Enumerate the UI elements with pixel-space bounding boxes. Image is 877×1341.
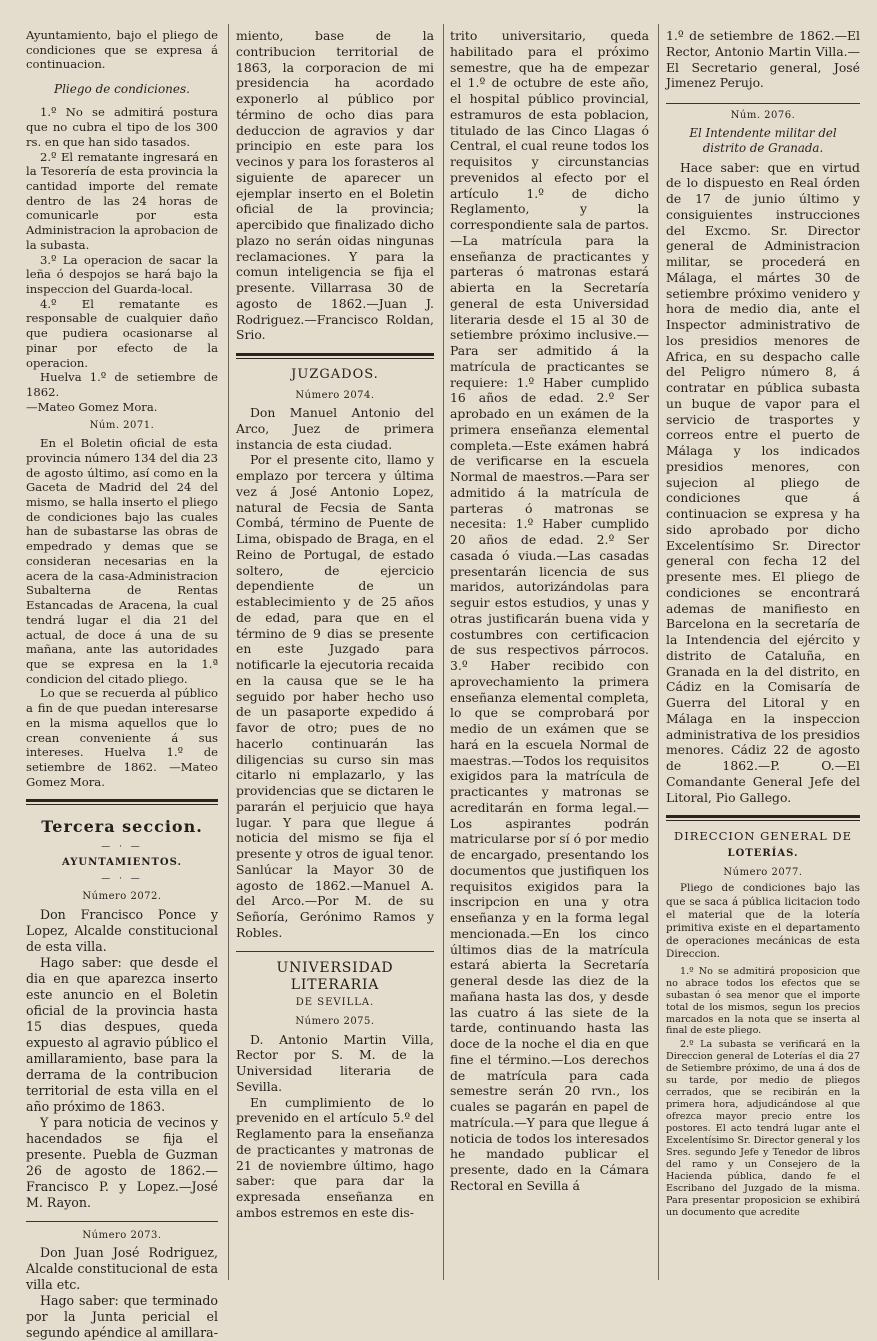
condition-item: 4.º El rematante es responsable de cualquier daño que pudiera ocasionarse al pinar por efecto de la operacion. [26, 296, 218, 370]
notice-number: Número 2075. [295, 1015, 375, 1027]
notice-number: Número 2073. [82, 1229, 162, 1241]
subsection-title: AYUNTAMIENTOS. [62, 857, 182, 869]
rule [236, 951, 434, 952]
notice-body: miento, base de la contribucion territorial de 1863, la corporacion de mi presidencia ha acordado exponerlo al público por término de ocho dias para deduccion de agravios y dar principio en este para los vecinos y para los forasteros al siguiente de aparecer un ejemplar inserto en el Boletin oficial de la provincia; apercibido que finalizado dicho plazo no serán oidas ningunas reclamaciones. Y para la comun inteligencia se fija el presente. Villarrasa 30 de agosto de 1862.—Juan J. Rodriguez.—Francisco Roldan, Srio. [236, 28, 434, 343]
rule [26, 1221, 218, 1222]
date-line: Huelva 1.º de setiembre de 1862. [26, 370, 218, 400]
signature: —Mateo Gomez Mora. [26, 399, 158, 414]
notice-heading: Don Francisco Ponce y Lopez, Alcalde constitucional de esta villa. [26, 906, 218, 954]
notice-body: 1.º de setiembre de 1862.—El Rector, Antonio Martin Villa.—El Secretario general, José Jimenez Perujo. [666, 28, 860, 91]
notice-body: En cumplimiento de lo prevenido en el artículo 5.º del Reglamento para la enseñanza de practicantes y matronas de 21 de noviembre último, hago saber: que para dar la expresada enseñanza en ambos estremos en este dis- [236, 1094, 434, 1220]
section-rule [666, 815, 860, 821]
section-rule [26, 799, 218, 805]
notice-body: Hago saber: que terminado por la Junta pericial el segundo apéndice al amillara- [26, 1293, 218, 1341]
notice-heading: Don Juan José Rodriguez, Alcalde constitucional de esta villa etc. [26, 1245, 218, 1293]
notice-body: 2.º La subasta se verificará en la Direccion general de Loterías el dia 27 de Setiembre próximo, de una á dos de su tarde, por medio de pliegos cerrados, que se recibirán en la primera hora, adjudicándose al que ofrezca mayor precio entre los postores. El acto tendrá lugar ante el Excelentísimo Sr. Director general y los Sres. segundo Jefe y Tenedor de libros del ramo y un Consejero de la Hacienda pública, dando fe el Escribano del Juzgado de la misma. Para presentar proposicion se exhibirá un documento que acredite [666, 1039, 860, 1219]
pliego-title: Pliego de condiciones. [54, 82, 190, 97]
notice-body: 1.º No se admitirá proposicion que no abrace todos los efectos que se subastan ó sea menor que el importe total de los mismos, segun los precios marcados en la nota que se inserta al final de este pliego. [666, 965, 860, 1037]
notice-number: Núm. 2076. [730, 110, 796, 121]
column-divider [228, 24, 229, 1280]
column-4 [666, 28, 860, 1278]
notice-heading: Pliego de condiciones bajo las que se saca á pública licitacion todo el material que de la lotería primitiva existe en el departamento de operaciones mecánicas de esta Direccion. [666, 882, 860, 961]
notice-body: Lo que se recuerda al público a fin de que puedan interesarse en la misma aquellos que lo crean conveniente á sus intereses. Huelva 1.º de setiembre de 1862. —Mateo Gomez Mora. [26, 686, 218, 789]
section-rule [236, 353, 434, 359]
notice-number: Número 2074. [295, 389, 375, 401]
notice-body: Por el presente cito, llamo y emplazo por tercera y última vez á José Antonio Lopez, natural de Fecsia de Santa Combá, término de Puente de Lima, obispado de Braga, en el Reino de Portugal, de estado soltero, de ejercicio dependiente de un establecimiento y de 25 años de edad, para que en el término de 9 dias se presente en este Juzgado para notificarle la ejecutoria recaida en la causa que se le ha seguido por haber hecho uso de un pasaporte expedido á favor de otro; pues de no hacerlo continuarán las diligencias su curso sin mas citarlo ni emplazarlo, y las providencias que se dictaren le pararán el perjuicio que haya lugar. Y para que llegue á noticia del mismo se fija el presente y otros de igual tenor. Sanlúcar la Mayor 30 de agosto de 1862.—Manuel A. del Arco.—Por M. de su Señoría, Gerónimo Ramos y Robles. [236, 452, 434, 940]
condition-item: 3.º La operacion de sacar la leña ó despojos se hará bajo la inspeccion del Guarda-local. [26, 252, 218, 297]
section-title: UNIVERSIDAD LITERARIA [276, 959, 394, 994]
column-divider [443, 24, 444, 1280]
section-title: DIRECCION GENERAL DE [673, 829, 852, 844]
notice-number: Número 2077. [723, 866, 803, 878]
column-2 [236, 28, 434, 1278]
section-title: JUZGADOS. [291, 367, 379, 382]
notice-body: En el Boletin oficial de esta provincia número 134 del dia 23 de agosto último, así como en la Gaceta de Madrid del 24 del mismo, se halla inserto el pliego de condiciones bajo las cuales han de subastarse las obras de empedrado y demas que se consideran necesarias en la acera de la casa-Administracion Subalterna de Rentas Estancadas de Aracena, la cual tendrá lugar el dia 21 del actual, de doce á una de su mañana, ante las autoridades que se expresa en la 1.ª condicion del citado pliego. [26, 436, 218, 686]
notice-heading: D. Antonio Martin Villa, Rector por S. M. de la Universidad literaria de Sevilla. [236, 1031, 434, 1094]
ornament: — · — [101, 841, 143, 852]
condition-item: 2.º El rematante ingresará en la Tesorería de esta provincia la cantidad importe del remate dentro de las 24 horas de comunicarle por esta Administracion la aprobacion de la subasta. [26, 149, 218, 252]
rule [666, 103, 860, 104]
section-title: Tercera seccion. [41, 817, 203, 837]
notice-number: Núm. 2071. [89, 420, 155, 432]
notice-heading: Don Manuel Antonio del Arco, Juez de primera instancia de esta ciudad. [236, 405, 434, 452]
section-subtitle: LOTERÍAS. [727, 847, 799, 859]
notice-body: trito universitario, queda habilitado para el próximo semestre, que ha de empezar el 1.º de octubre de este año, el hospital público provincial, estramuros de esta poblacion, titulado de las Cinco Llagas ó Central, el cual reune todos los requisitos y circunstancias prevenidos al efecto por el artículo 1.º de dicho Reglamento, y la correspondiente sala de partos.—La matrícula para la enseñanza de practicantes y parteras ó matronas estará abierta en la Secretaría general de esta Universidad literaria desde el 15 al 30 de setiembre próximo inclusive.—Para ser admitido á la matrícula de practicantes se requiere: 1.º Haber cumplido 16 años de edad. 2.º Ser aprobado en un exámen de la primera enseñanza elemental completa.—Este exámen habrá de verificarse en la escuela Normal de maestros.—Para ser admitido á la matrícula de parteras ó matronas se necesita: 1.º Haber cumplido 20 años de edad. 2.º Ser casada ó viuda.—Las casadas presentarán licencia de sus maridos, autorizándolas para seguir estos estudios, y unas y otras justificarán buena vida y costumbres con certificacion de sus respectivos párrocos. 3.º Haber recibido con aprovechamiento la primera enseñanza elemental completa, lo que se comprobará por medio de un exámen que se hará en la escuela Normal de maestras.—Todos los requisitos exigidos para la matrícula de practicantes y matronas se acreditarán en forma legal.—Los aspirantes podrán matricularse por sí ó por medio de encargado, presentando los documentos que justifiquen los requisitos exigidos para la inscripcion en una y otra enseñanza y en la forma legal mencionada.—En los cinco últimos dias de la matrícula estará abierta la Secretaría general desde las diez de la mañana hasta las dos, y desde las cuatro á las siete de la tarde, continuando hasta las doce de la noche el dia en que fine el término.—Los derechos de matrícula para cada semestre serán 20 rvn., los cuales se pagarán en papel de matrícula.—Y para que llegue á noticia de todos los interesados he mandado publicar el presente, dado en la Cámara Rectoral en Sevilla á [450, 28, 649, 1193]
notice-body: Hago saber: que desde el dia en que aparezca inserto este anuncio en el Boletin oficial de la provincia hasta 15 dias despues, queda expuesto al agravio público el amillaramiento, base para la derrama de la contribucion territorial de esta villa en el año próximo de 1863. [26, 954, 218, 1114]
column-1 [26, 28, 218, 1341]
condition-item: 1.º No se admitirá postura que no cubra el tipo de los 300 rs. en que han sido tasados. [26, 105, 218, 149]
column-divider [658, 24, 659, 1280]
ornament: — · — [101, 873, 143, 884]
notice-body: Hace saber: que en virtud de lo dispuesto en Real órden de 17 de junio último y consiguientes instrucciones del Excmo. Sr. Director general de Administracion militar, se procederá en Málaga, el mártes 30 de setiembre próximo venidero y hora de medio dia, ante el Inspector administrativo de los presidios menores de Africa, en su despacho calle del Peligro número 8, á contratar en pública subasta un buque de vapor para el servicio de trasportes y correos entre el puerto de Málaga y los indicados presidios menores, con sujecion al pliego de condiciones que á continuacion se expresa y ha sido aprobado por dicho Excelentísimo Sr. Director general con fecha 12 del presente mes. El pliego de condiciones se encontrará ademas de manifiesto en Barcelona en la secretaría de la Intendencia del ejército y distrito de Cataluña, en Granada en la del distrito, en Cádiz en la Comisaría de Guerra del Litoral y en Málaga en la inspeccion administrativa de los presidios menores. Cádiz 22 de agosto de 1862.—P. O.—El Comandante General Jefe del Litoral, Pio Gallego. [666, 159, 860, 805]
notice-heading: El Intendente militar del distrito de Granada. [689, 125, 837, 155]
notice-number: Número 2072. [82, 891, 162, 903]
intro-text: Ayuntamiento, bajo el pliego de condiciones que se expresa á continuacion. [26, 28, 218, 72]
section-subtitle: DE SEVILLA. [295, 997, 375, 1009]
column-3 [450, 28, 649, 1278]
notice-body: Y para noticia de vecinos y hacendados se fija el presente. Puebla de Guzman 26 de agosto de 1862.—Francisco P. y Lopez.—José M. Rayon. [26, 1114, 218, 1210]
